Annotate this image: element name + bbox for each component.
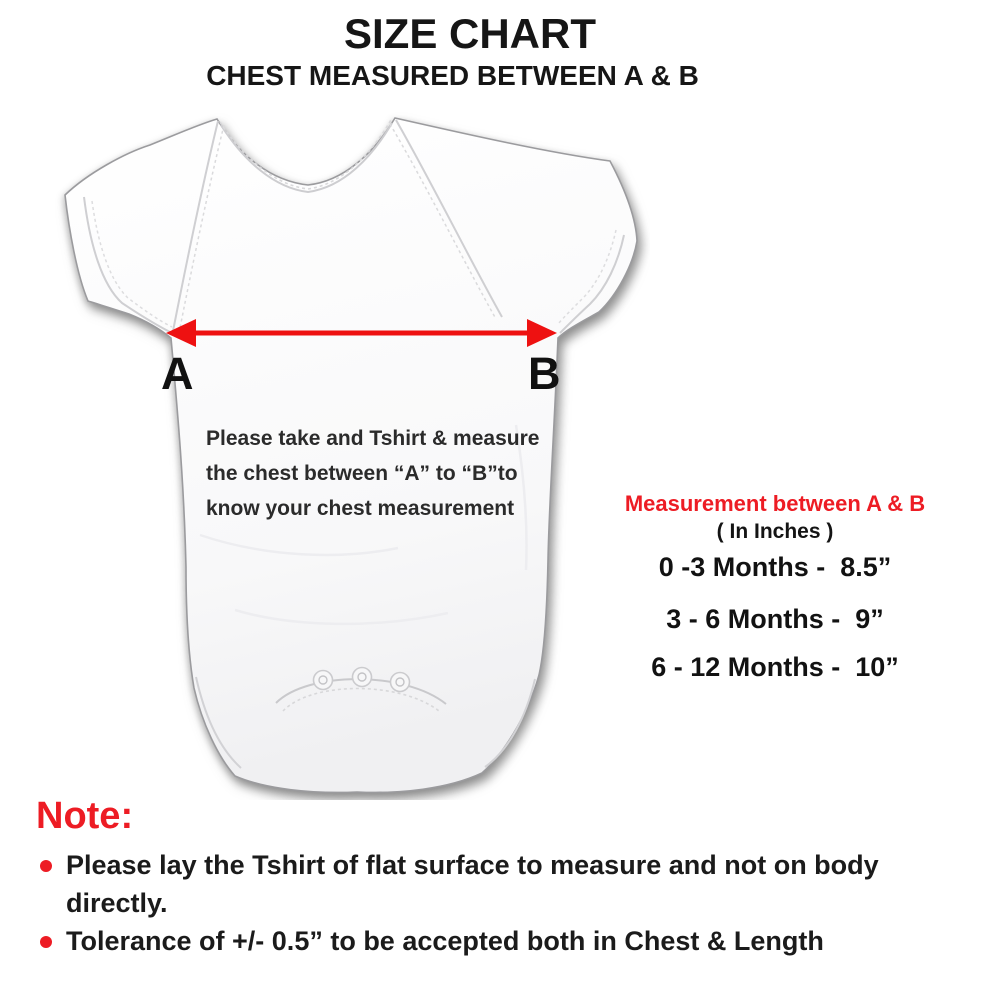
size-row-0-3-months: 0 -3 Months - 8.5” xyxy=(658,552,892,582)
measure-instructions xyxy=(206,421,566,526)
instruction-line: know your chest measurement xyxy=(206,497,515,520)
point-a-label: A xyxy=(161,348,194,399)
bullet-icon xyxy=(40,936,52,948)
instruction-line: Please take and Tshirt & measure xyxy=(206,427,540,450)
snap-button xyxy=(353,668,372,687)
note-list xyxy=(40,846,951,960)
note-item-text: Please lay the Tshirt of flat surface to measure and not on body directly. xyxy=(66,850,879,918)
point-b-label: B xyxy=(528,348,561,399)
arrow-head-right xyxy=(527,319,557,347)
bullet-icon xyxy=(40,860,52,872)
arrow-head-left xyxy=(166,319,196,347)
size-table xyxy=(575,491,975,683)
measure-arrow-icon xyxy=(158,311,564,355)
snap-button xyxy=(391,673,410,692)
page-subtitle: CHEST MEASURED BETWEEN A & B xyxy=(206,60,699,91)
note-item xyxy=(40,846,951,922)
size-row-6-12-months: 6 - 12 Months - 10” xyxy=(651,652,899,682)
note-heading: Note: xyxy=(36,795,134,837)
snap-button xyxy=(314,671,333,690)
size-row-3-6-months: 3 - 6 Months - 9” xyxy=(666,604,884,634)
instruction-line: the chest between “A” to “B”to xyxy=(206,462,518,485)
note-item xyxy=(40,922,951,960)
size-table-unit-label: ( In Inches ) xyxy=(716,520,834,543)
size-table-heading: Measurement between A & B xyxy=(624,491,926,516)
note-item-text: Tolerance of +/- 0.5” to be accepted both in Chest & Length xyxy=(66,926,824,956)
page-title: SIZE CHART xyxy=(344,10,596,57)
